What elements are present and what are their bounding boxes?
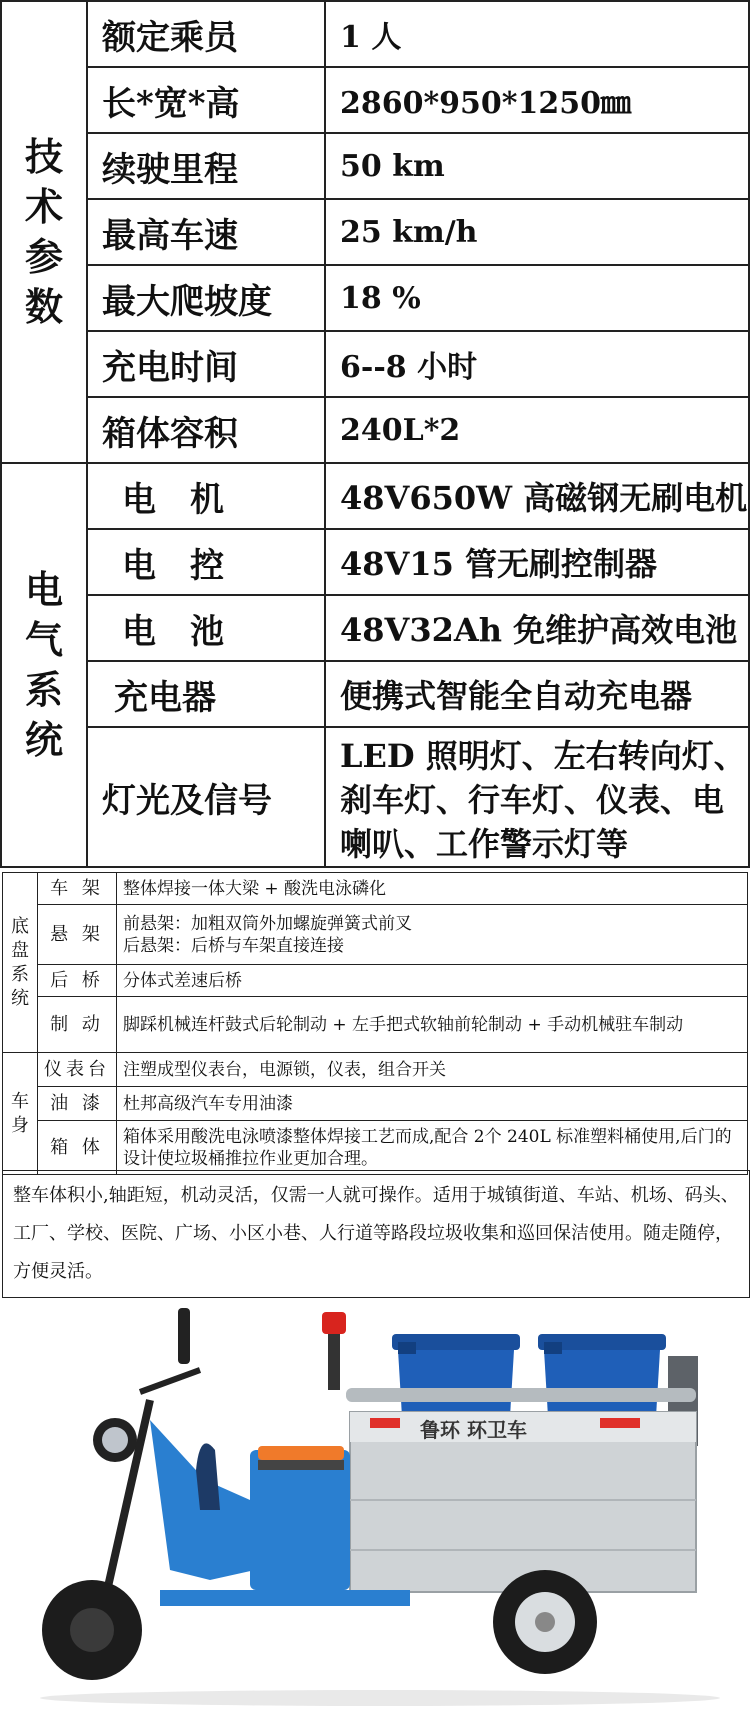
detail-value: 注塑成型仪表台，电源锁，仪表，组合开关	[117, 1053, 748, 1087]
spec-value: 6--8 小时	[325, 331, 749, 397]
spec-value: 50 km	[325, 133, 749, 199]
detail-value: 前悬架：加粗双筒外加螺旋弹簧式前叉 后悬架：后桥与车架直接连接	[117, 905, 748, 965]
detail-value: 箱体采用酸洗电泳喷漆整体焊接工艺而成,配合 2个 240L 标准塑料桶使用,后门的设计使垃圾桶推拉作业更加合理。	[117, 1121, 748, 1175]
spec-label: 电 机	[87, 463, 325, 529]
spec-value: 便携式智能全自动充电器	[325, 661, 749, 727]
detail-value: 分体式差速后桥	[117, 965, 748, 997]
detail-label: 后 桥	[38, 965, 117, 997]
spec-label: 续驶里程	[87, 133, 325, 199]
detail-label: 车 架	[38, 873, 117, 905]
detail-label: 悬 架	[38, 905, 117, 965]
spec-value: 48V32Ah 免维护高效电池	[325, 595, 749, 661]
spec-value: 48V15 管无刷控制器	[325, 529, 749, 595]
sanitation-tricycle-image	[0, 1300, 750, 1713]
spec-value: 240L*2	[325, 397, 749, 463]
spec-label: 电 池	[87, 595, 325, 661]
spec-label: 电 控	[87, 529, 325, 595]
steel-cargo-box	[346, 1388, 696, 1592]
spec-label: 额定乘员	[87, 1, 325, 67]
spec-value: 25 km/h	[325, 199, 749, 265]
spec-label: 最大爬坡度	[87, 265, 325, 331]
detail-label: 仪表台	[38, 1053, 117, 1087]
rear-wheel	[493, 1570, 597, 1674]
detail-table	[2, 872, 748, 1175]
spec-label: 长*宽*高	[87, 67, 325, 133]
detail-value: 脚踩机械连杆鼓式后轮制动 + 左手把式软轴前轮制动 + 手动机械驻车制动	[117, 997, 748, 1053]
spec-label: 灯光及信号	[87, 727, 325, 867]
category-electrical: 电 气 系 统	[1, 463, 87, 867]
category-body: 车 身	[3, 1053, 38, 1175]
front-wheel	[42, 1580, 142, 1680]
spec-label: 充电器	[87, 661, 325, 727]
category-technical: 技 术 参 数	[1, 1, 87, 463]
category-chassis: 底 盘 系 统	[3, 873, 38, 1053]
spec-label: 最高车速	[87, 199, 325, 265]
spec-value: 2860*950*1250㎜	[325, 67, 749, 133]
spec-label: 充电时间	[87, 331, 325, 397]
summary-text: 整车体积小,轴距短，机动灵活，仅需一人就可操作。适用于城镇街道、车站、机场、码头、工厂、学校、医院、广场、小区小巷、人行道等路段垃圾收集和巡回保洁使用。随走随停，方便灵活。	[2, 1170, 750, 1298]
spec-value: 48V650W 高磁钢无刷电机	[325, 463, 749, 529]
brand-label: 鲁环 环卫车	[420, 1418, 527, 1442]
detail-value: 杜邦高级汽车专用油漆	[117, 1087, 748, 1121]
spec-value: LED 照明灯、左右转向灯、刹车灯、行车灯、仪表、电喇叭、工作警示灯等	[325, 727, 749, 867]
detail-label: 箱 体	[38, 1121, 117, 1175]
spec-label: 箱体容积	[87, 397, 325, 463]
detail-value: 整体焊接一体大梁 + 酸洗电泳磷化	[117, 873, 748, 905]
spec-value: 1 人	[325, 1, 749, 67]
detail-label: 油 漆	[38, 1087, 117, 1121]
spec-value: 18 %	[325, 265, 749, 331]
detail-label: 制 动	[38, 997, 117, 1053]
